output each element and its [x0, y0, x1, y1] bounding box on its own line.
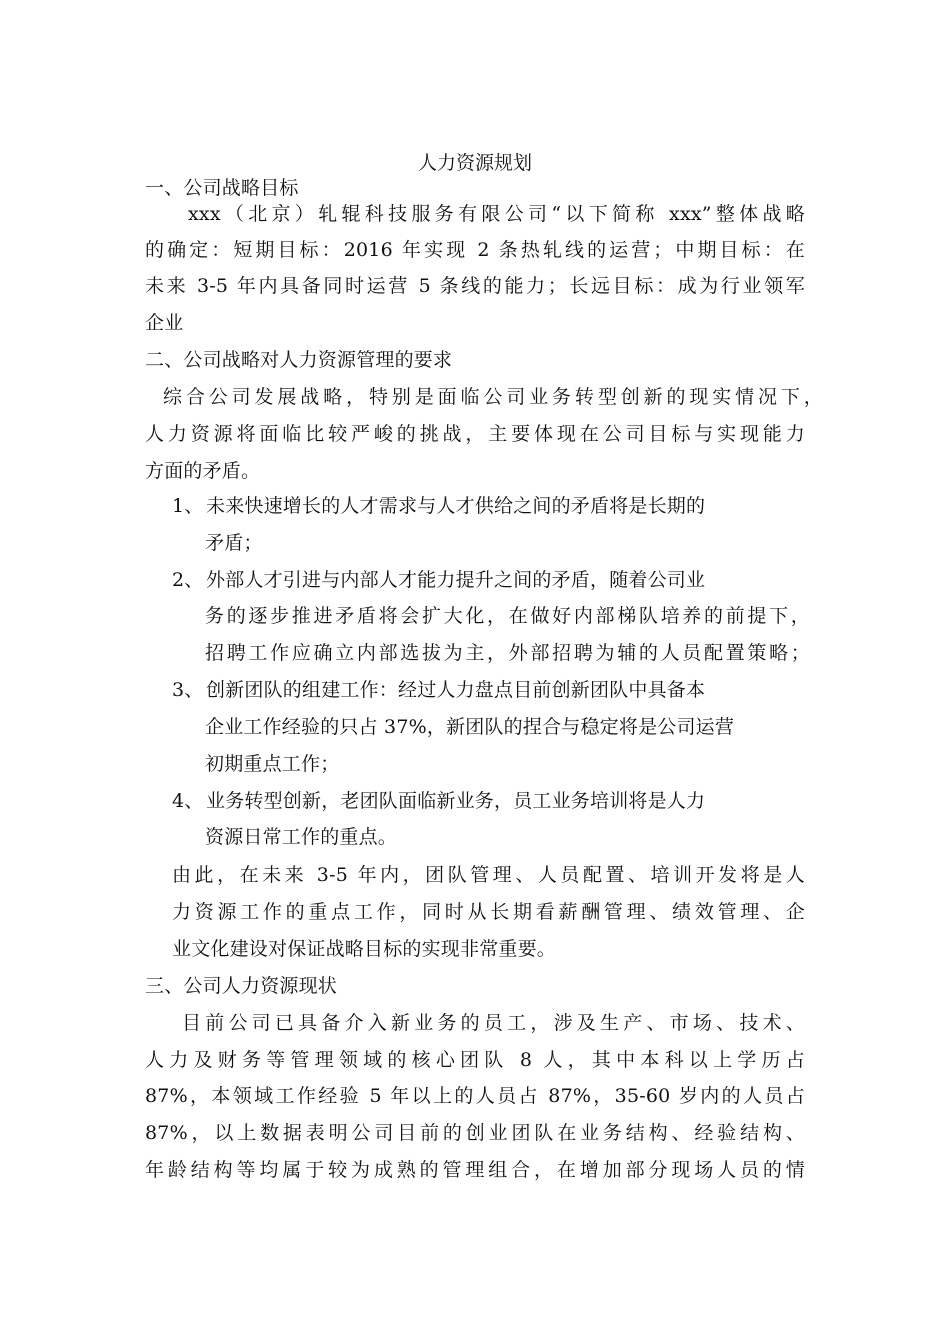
section3-line-1: 目前公司已具备介入新业务的员工，涉及生产、市场、技术、: [182, 1012, 805, 1034]
list-item-2: [172, 567, 705, 593]
list-item-number: 4、: [172, 790, 204, 812]
section3-line-2: 人力及财务等管理领域的核心团队 8 人，其中本科以上学历占: [145, 1049, 805, 1071]
section1-line-3: 未来 3-5 年内具备同时运营 5 条线的能力；长远目标：成为行业领军: [145, 275, 805, 297]
list-item-text: 未来快速增长的人才需求与人才供给之间的矛盾将是长期的: [206, 495, 706, 517]
section1-line-2: 的确定：短期目标：2016 年实现 2 条热轧线的运营；中期目标：在: [145, 239, 805, 261]
list-item-number: 2、: [172, 569, 204, 591]
section2-intro-line-1: 综合公司发展战略，特别是面临公司业务转型创新的现实情况下，: [163, 386, 823, 408]
section2-conclusion-line-1: 由此，在未来 3-5 年内，团队管理、人员配置、培训开发将是人: [172, 864, 805, 886]
list-item-text: 外部人才引进与内部人才能力提升之间的矛盾，随着公司业: [206, 569, 706, 591]
section2-intro-line-3: 方面的矛盾。: [145, 460, 261, 482]
section1-line-4: 企业: [145, 312, 184, 334]
list-item-number: 1、: [172, 495, 204, 517]
section3-line-5: 年龄结构等均属于较为成熟的管理组合，在增加部分现场人员的情: [145, 1159, 805, 1181]
section2-conclusion-line-2: 力资源工作的重点工作，同时从长期看薪酬管理、绩效管理、企: [172, 901, 805, 923]
list-item-3: [172, 677, 705, 703]
list-item-1: [172, 493, 705, 519]
list-item-2-line-3: 招聘工作应确立内部选拔为主，外部招聘为辅的人员配置策略；: [205, 642, 810, 664]
section3-line-4: 87%，以上数据表明公司目前的创业团队在业务结构、经验结构、: [145, 1122, 805, 1144]
document-title: 人力资源规划: [417, 152, 532, 174]
list-item-2-line-2: 务的逐步推进矛盾将会扩大化，在做好内部梯队培养的前提下，: [205, 605, 810, 627]
list-item-3-line-2: 企业工作经验的只占 37%，新团队的捏合与稳定将是公司运营: [205, 716, 735, 738]
section3-line-3: 87%，本领域工作经验 5 年以上的人员占 87%，35-60 岁内的人员占: [145, 1085, 805, 1107]
section1-line-1: xxx（北京）轧辊科技服务有限公司“以下简称 xxx”整体战略: [188, 203, 805, 225]
section2-intro-line-2: 人力资源将面临比较严峻的挑战，主要体现在公司目标与实现能力: [145, 423, 805, 445]
list-item-3-line-3: 初期重点工作；: [205, 753, 340, 775]
list-item-1-line-2: 矛盾；: [205, 532, 263, 554]
list-item-4-line-2: 资源日常工作的重点。: [205, 826, 398, 848]
section3-heading: 三、公司人力资源现状: [145, 975, 338, 997]
list-item-number: 3、: [172, 679, 204, 701]
list-item-text: 创新团队的组建工作：经过人力盘点目前创新团队中具备本: [206, 679, 706, 701]
section2-heading: 二、公司战略对人力资源管理的要求: [145, 349, 453, 371]
section1-heading: 一、公司战略目标: [145, 177, 299, 199]
list-item-4: [172, 788, 705, 814]
list-item-text: 业务转型创新，老团队面临新业务，员工业务培训将是人力: [206, 790, 706, 812]
section2-conclusion-line-3: 业文化建设对保证战略目标的实现非常重要。: [172, 938, 557, 960]
